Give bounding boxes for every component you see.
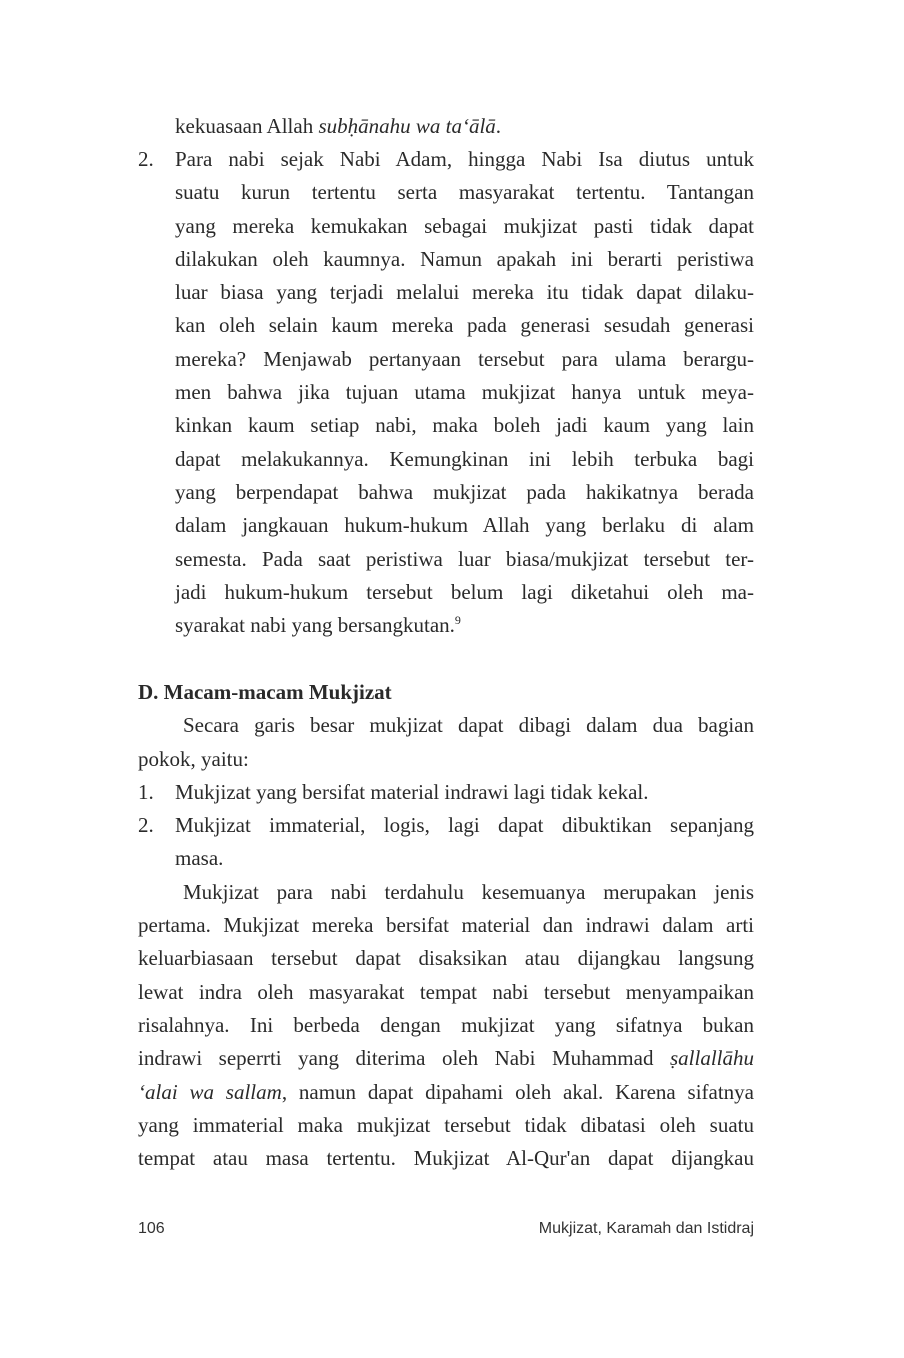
- paragraph: [138, 876, 754, 1176]
- text-line: kinkan kaum setiap nabi, maka boleh jadi kaum yang lain: [175, 413, 754, 438]
- list-item-2: [138, 143, 754, 642]
- text-line: Mukjizat para nabi terdahulu kesemuanya merupakan jenis: [183, 879, 754, 904]
- text-line: jadi hukum-hukum tersebut belum lagi diketahui oleh ma-: [175, 579, 754, 604]
- text-line: pertama. Mukjizat mereka bersifat material dan indrawi dalam arti: [138, 913, 754, 938]
- text-line: kekuasaan Allah subḥānahu wa ta‘ālā.: [175, 114, 502, 138]
- text-line: dalam jangkauan hukum-hukum Allah yang berlaku di alam: [175, 513, 754, 538]
- text-line: ‘alai wa sallam, namun dapat dipahami oleh akal. Karena sifatnya: [138, 1079, 754, 1104]
- list-number: 1.: [138, 779, 154, 804]
- text-line: semesta. Pada saat peristiwa luar biasa/mukjizat tersebut ter-: [175, 546, 754, 571]
- text-line: Mukjizat yang bersifat material indrawi lagi tidak kekal.: [175, 779, 649, 804]
- text-line: lewat indra oleh masyarakat tempat nabi tersebut menyampaikan: [138, 979, 754, 1004]
- list-item: [138, 776, 754, 809]
- list-item: [138, 809, 754, 876]
- text-line: Para nabi sejak Nabi Adam, hingga Nabi Isa diutus untuk: [175, 147, 754, 171]
- section-d: [138, 676, 754, 1175]
- book-title: Mukjizat, Karamah dan Istidraj: [538, 1220, 754, 1237]
- text-line: syarakat nabi yang bersangkutan.: [175, 613, 455, 638]
- text-line: masa.: [175, 846, 224, 871]
- page-number: 106: [138, 1220, 165, 1237]
- text-line: Mukjizat immaterial, logis, lagi dapat dibuktikan sepanjang: [175, 813, 754, 838]
- section-heading: D. Macam-macam Mukjizat: [138, 680, 392, 704]
- text-line: yang berpendapat bahwa mukjizat pada hakikatnya berada: [175, 479, 754, 504]
- text-line: yang immaterial maka mukjizat tersebut tidak dibatasi oleh suatu: [138, 1112, 754, 1137]
- text-line: yang mereka kemukakan sebagai mukjizat pasti tidak dapat: [175, 213, 754, 238]
- text-line: luar biasa yang terjadi melalui mereka itu tidak dapat dilaku-: [175, 280, 754, 305]
- text-line: kan oleh selain kaum mereka pada generasi sesudah generasi: [175, 313, 754, 338]
- text-line: dapat melakukannya. Kemungkinan ini lebih terbuka bagi: [175, 446, 754, 471]
- page-footer: [138, 1220, 754, 1238]
- list-continuation: [138, 110, 754, 143]
- list-number: 2.: [138, 147, 154, 171]
- list-number: 2.: [138, 813, 154, 838]
- text-line: keluarbiasaan tersebut dapat disaksikan atau dijangkau langsung: [138, 946, 754, 971]
- text-line: indrawi seperrti yang diterima oleh Nabi Muhammad ṣallallāhu: [138, 1046, 754, 1071]
- text-line: pokok, yaitu:: [138, 746, 249, 771]
- text-line: Secara garis besar mukjizat dapat dibagi dalam dua bagian: [183, 713, 754, 738]
- text-line: tempat atau masa tertentu. Mukjizat Al-Qur'an dapat dijangkau: [138, 1146, 754, 1171]
- text-line: suatu kurun tertentu serta masyarakat tertentu. Tantangan: [175, 180, 754, 205]
- text-line: risalahnya. Ini berbeda dengan mukjizat yang sifatnya bukan: [138, 1012, 754, 1037]
- text-line: dilakukan oleh kaumnya. Namun apakah ini berarti peristiwa: [175, 246, 754, 271]
- list-item-body: [175, 143, 754, 642]
- text-line: mereka? Menjawab pertanyaan tersebut para ulama berargu-: [175, 346, 754, 371]
- footnote-marker[interactable]: 9: [454, 613, 461, 628]
- text-line: men bahwa jika tujuan utama mukjizat hanya untuk meya-: [175, 380, 754, 405]
